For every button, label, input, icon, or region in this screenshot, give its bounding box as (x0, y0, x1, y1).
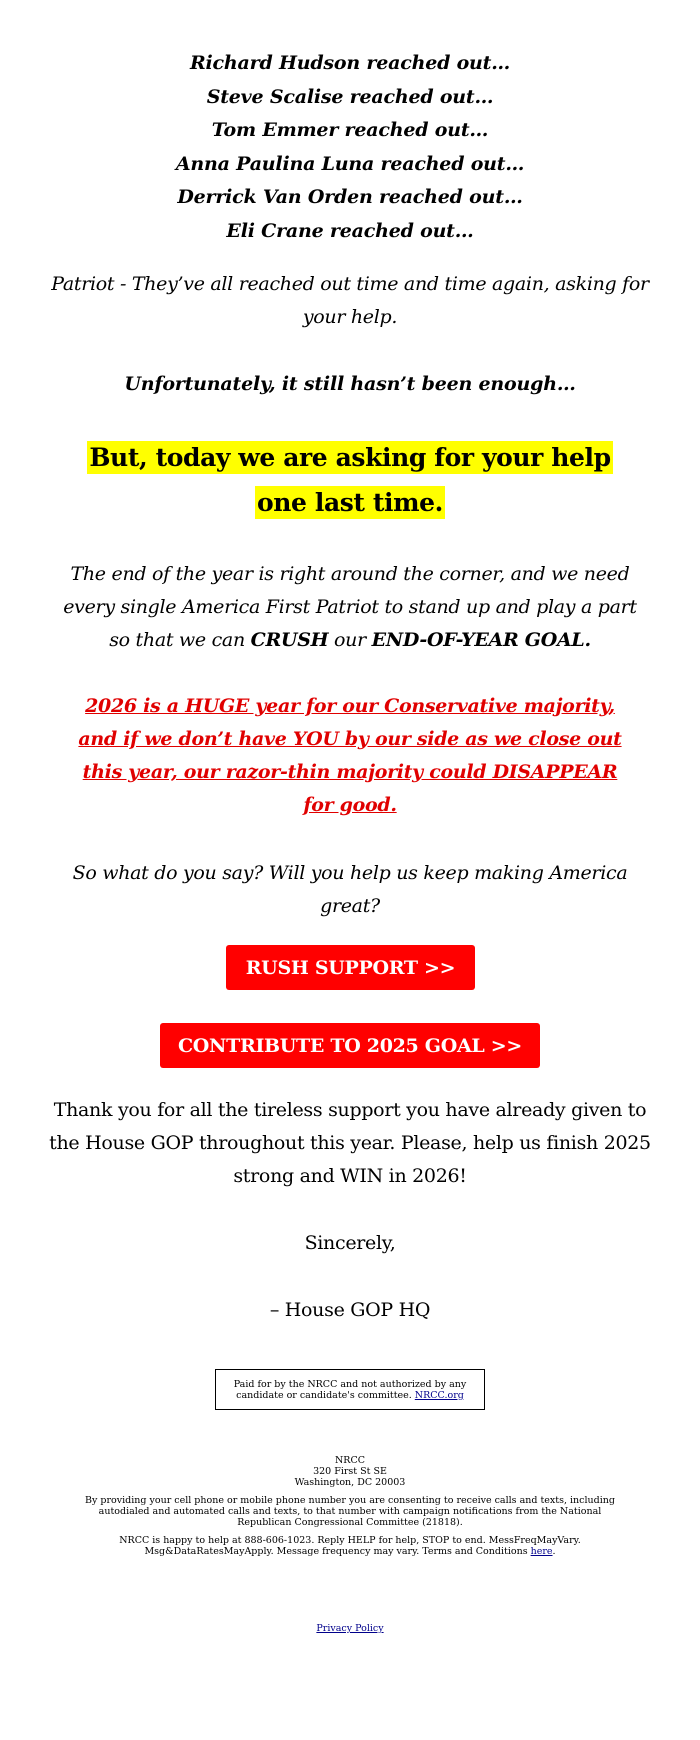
unfortunately-text: Unfortunately, it still hasn’t been enough… (124, 373, 576, 395)
help-text-span: Msg&DataRatesMayApply. Message frequency may vary. Terms and Conditions (144, 1546, 531, 1557)
eoy-line-1: The end of the year is right around the corner, and we need (70, 563, 630, 585)
reached-out-line: Anna Paulina Luna reached out… (175, 152, 525, 175)
red-warning-link[interactable] (0, 690, 700, 822)
consent-line-3: Republican Congressional Committee (21818). (237, 1517, 463, 1528)
crush-emphasis: CRUSH (250, 629, 329, 651)
thank-you-line-3: strong and WIN in 2026! (233, 1165, 467, 1187)
eoy-text: so that we can (109, 629, 251, 651)
privacy-policy-link[interactable]: Privacy Policy (316, 1623, 384, 1634)
disclaimer-text: candidate or candidate's committee. (236, 1389, 415, 1401)
sincerely-text: Sincerely, (304, 1232, 396, 1254)
eoy-text: our (328, 629, 372, 651)
question-paragraph (0, 857, 700, 923)
reached-out-line: Derrick Van Orden reached out… (177, 186, 523, 208)
reached-out-line: Richard Hudson reached out… (189, 52, 511, 74)
help-text-span: . (552, 1546, 556, 1557)
thank-you-line-2: the House GOP throughout this year. Please, help us finish 2025 (49, 1132, 651, 1154)
rush-support-button[interactable]: RUSH SUPPORT >> (226, 945, 475, 990)
disclaimer-line-2 (236, 1390, 464, 1401)
reached-out-line: Eli Crane reached out… (226, 219, 474, 242)
disclaimer-line-1: Paid for by the NRCC and not authorized by any (233, 1378, 467, 1390)
address-name: NRCC (334, 1455, 365, 1466)
eoy-line-2: every single America First Patriot to stand up and play a part (63, 596, 637, 618)
question-line-1: So what do you say? Will you help us keep making America (72, 862, 628, 884)
address-street: 320 First St SE (313, 1466, 387, 1477)
warning-line[interactable]: and if we don’t have YOU by our side as we close out (78, 728, 622, 750)
nrcc-link[interactable]: NRCC.org (414, 1389, 464, 1401)
warning-line[interactable]: for good. (303, 794, 397, 816)
goal-emphasis: END-OF-YEAR GOAL. (371, 629, 591, 651)
help-line-1: NRCC is happy to help at 888-606-1023. Reply HELP for help, STOP to end. MessFreqMayVary. (119, 1535, 581, 1546)
footer (0, 1623, 700, 1634)
thank-you-line-1: Thank you for all the tireless support you have already given to (53, 1099, 647, 1121)
consent-text (0, 1495, 700, 1528)
eoy-line-3 (0, 624, 700, 657)
help-line-2 (0, 1546, 700, 1557)
reached-out-line: Steve Scalise reached out… (206, 85, 494, 108)
highlight-heading (0, 435, 700, 525)
address-city: Washington, DC 20003 (294, 1477, 406, 1488)
contribute-goal-button[interactable]: CONTRIBUTE TO 2025 GOAL >> (160, 1023, 540, 1068)
address-block (0, 1455, 700, 1488)
reached-out-list (0, 47, 700, 248)
terms-here-link[interactable]: here (530, 1546, 553, 1557)
highlight-line-2: one last time. (257, 488, 443, 517)
paid-for-disclaimer (215, 1369, 485, 1410)
intro-line-1: Patriot - They’ve all reached out time and time again, asking for (51, 273, 649, 295)
thank-you-paragraph (0, 1094, 700, 1193)
warning-line[interactable]: this year, our razor-thin majority could DISAPPEAR (82, 761, 618, 783)
intro-paragraph (0, 268, 700, 334)
reached-out-line: Tom Emmer reached out… (211, 119, 489, 141)
consent-line-2: autodialed and automated calls and texts, to that number with campaign notifications from the National (98, 1506, 602, 1517)
end-of-year-paragraph (0, 558, 700, 657)
signature-text: – House GOP HQ (269, 1299, 431, 1321)
intro-line-2: your help. (302, 306, 398, 328)
question-line-2: great? (320, 895, 380, 917)
consent-line-1: By providing your cell phone or mobile phone number you are consenting to receive calls and texts, including (85, 1495, 615, 1506)
warning-line[interactable]: 2026 is a HUGE year for our Conservative majority, (85, 695, 615, 717)
highlight-line-1: But, today we are asking for your help (89, 443, 611, 472)
help-text (0, 1535, 700, 1557)
